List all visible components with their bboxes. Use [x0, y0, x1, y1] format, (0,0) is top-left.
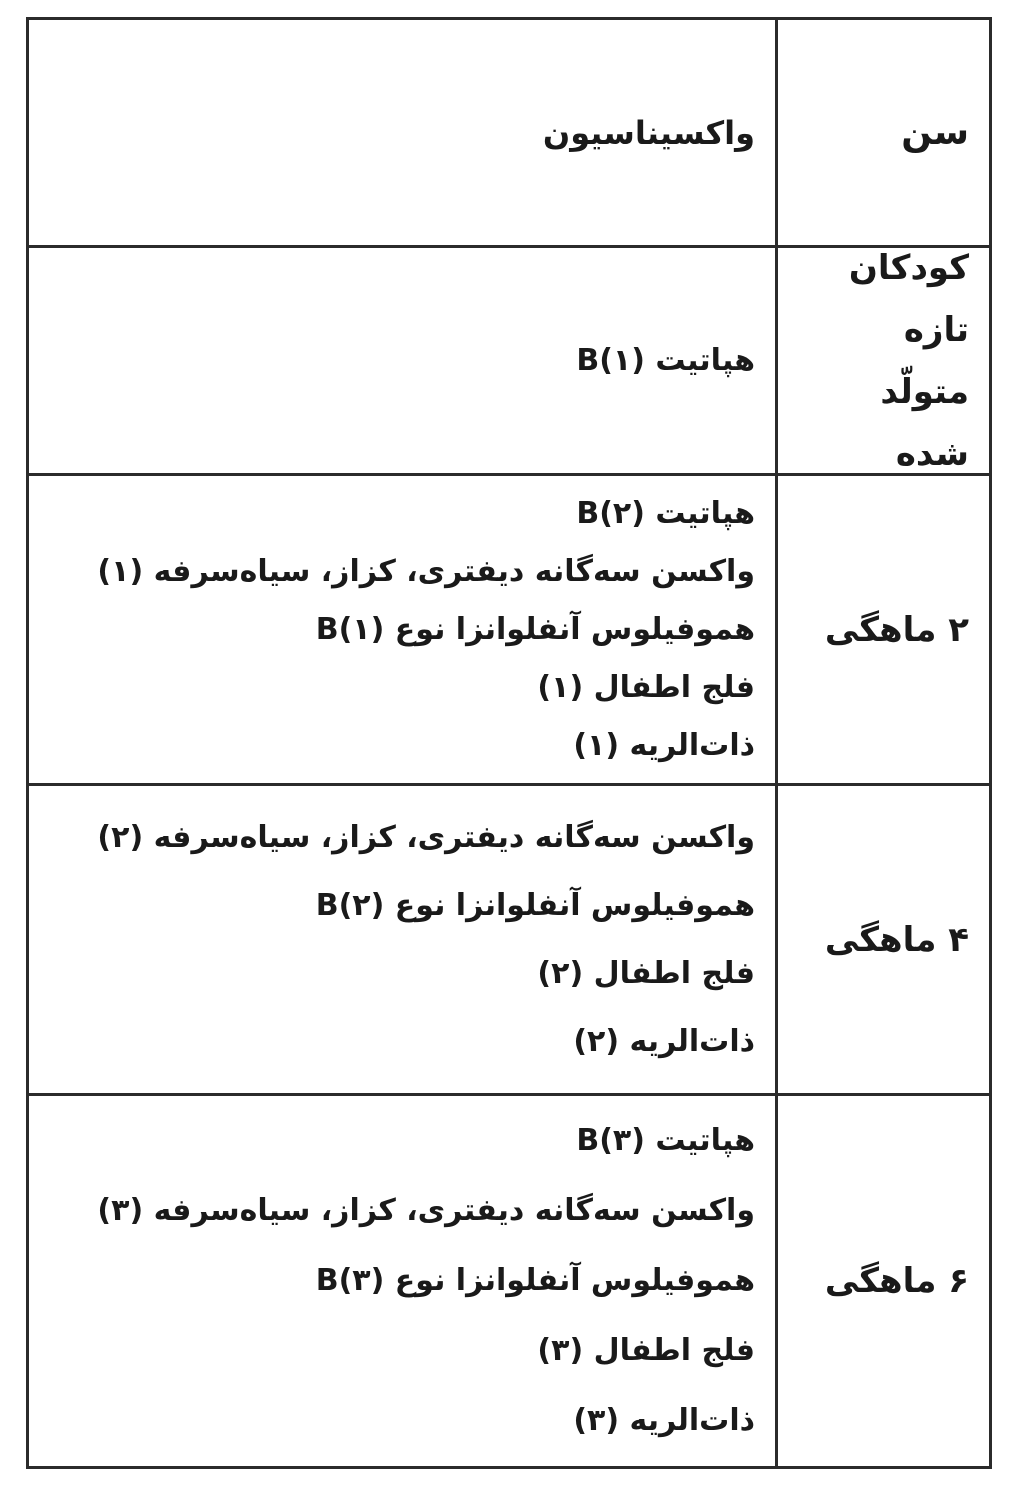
- vaccine-item: هپاتیت B(۲): [576, 495, 755, 531]
- vaccine-item: فلج اطفال (۳): [537, 1333, 755, 1368]
- table-row-4-months: [29, 786, 989, 1096]
- vaccination-header-cell: [29, 20, 775, 245]
- vaccination-schedule-table: [26, 17, 992, 1469]
- vaccine-item: هپاتیت B(۱): [576, 342, 755, 378]
- table-row-6-months: [29, 1096, 989, 1466]
- vaccines-cell: [29, 786, 775, 1093]
- vaccine-item: ذات‌الریه (۱): [573, 727, 755, 763]
- vaccine-item: هموفیلوس آنفلوانزا نوع B(۳): [315, 1263, 755, 1298]
- age-header-cell: [775, 20, 989, 245]
- vaccination-header: واکسیناسیون: [542, 113, 755, 152]
- age-cell: [775, 476, 989, 783]
- table-row-newborn: [29, 248, 989, 476]
- age-cell: [775, 786, 989, 1093]
- vaccine-item: هموفیلوس آنفلوانزا نوع B(۲): [315, 887, 755, 923]
- age-label: کودکان تازه متولّد شده: [848, 247, 969, 474]
- age-label: ۲ ماهگی: [824, 609, 969, 650]
- vaccine-item: واکسن سه‌گانه دیفتری، کزاز، سیاه‌سرفه (۳): [97, 1193, 755, 1228]
- age-label: ۴ ماهگی: [824, 919, 969, 960]
- table-header-row: [29, 20, 989, 248]
- vaccine-item: واکسن سه‌گانه دیفتری، کزاز، سیاه‌سرفه (۱): [97, 553, 755, 589]
- vaccine-item: هپاتیت B(۳): [576, 1123, 755, 1158]
- vaccine-item: هموفیلوس آنفلوانزا نوع B(۱): [315, 611, 755, 647]
- age-cell: [775, 1096, 989, 1466]
- age-cell: [775, 248, 989, 473]
- age-header: سن: [901, 111, 969, 153]
- vaccines-cell: [29, 476, 775, 783]
- vaccine-item: ذات‌الریه (۳): [573, 1403, 755, 1438]
- vaccine-item: ذات‌الریه (۲): [573, 1023, 755, 1059]
- vaccine-item: فلج اطفال (۱): [537, 669, 755, 705]
- table-row-2-months: [29, 476, 989, 786]
- vaccine-item: واکسن سه‌گانه دیفتری، کزاز، سیاه‌سرفه (۲): [97, 819, 755, 855]
- vaccines-cell: [29, 1096, 775, 1466]
- vaccine-item: فلج اطفال (۲): [537, 955, 755, 991]
- age-label: ۶ ماهگی: [824, 1261, 969, 1301]
- vaccines-cell: [29, 248, 775, 473]
